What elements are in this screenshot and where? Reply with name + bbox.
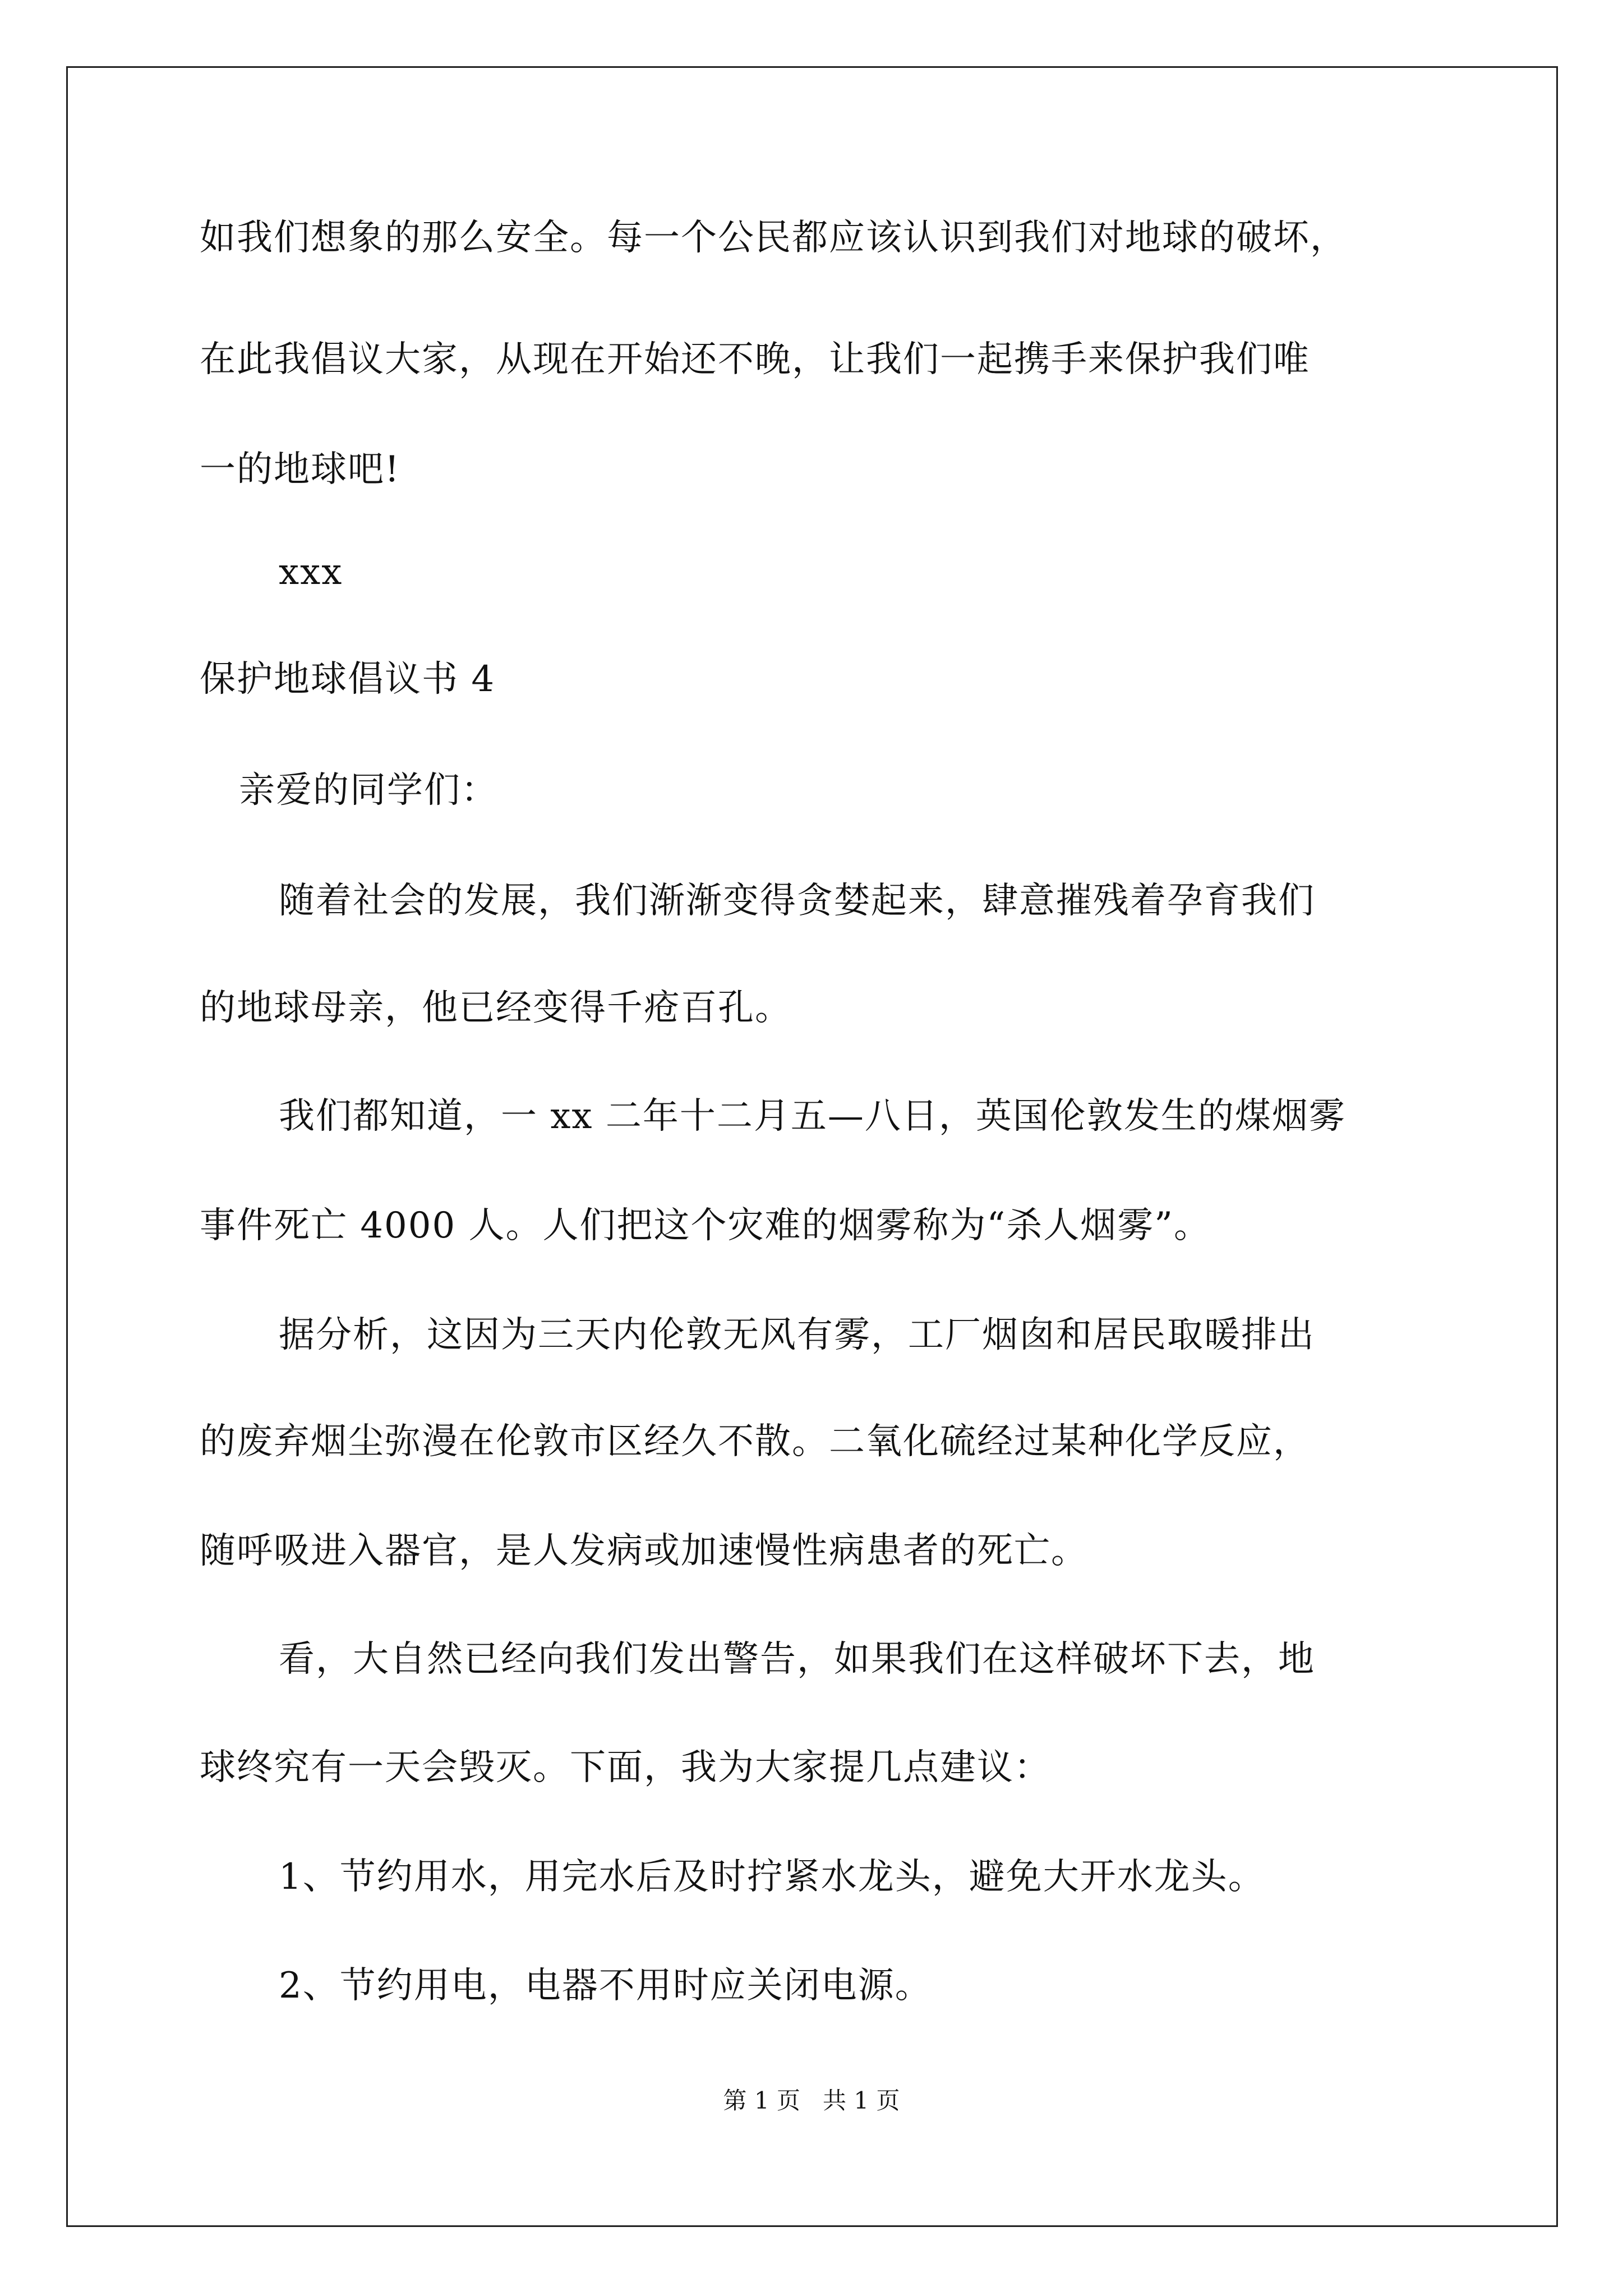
page-number: 第 1 页 共 1 页 [723, 2087, 900, 2114]
body-line: 如我们想象的那么安全。每一个公民都应该认识到我们对地球的破坏， [200, 217, 1347, 259]
salutation: 亲爱的同学们： [239, 770, 498, 811]
body-line: 我们都知道，一 xx 二年十二月五—八日，英国伦敦发生的煤烟雾 [279, 1096, 1346, 1137]
body-line: 随着社会的发展，我们渐渐变得贪婪起来，肆意摧残着孕育我们 [279, 880, 1315, 922]
body-line: 看，大自然已经向我们发出警告，如果我们在这样破坏下去，地 [279, 1639, 1315, 1680]
body-line: 据分析，这因为三天内伦敦无风有雾，工厂烟囱和居民取暖排出 [279, 1314, 1315, 1356]
list-item: 2、节约用电，电器不用时应关闭电源。 [279, 1965, 932, 2007]
section-heading: 保护地球倡议书 4 [200, 659, 496, 700]
page-border [66, 66, 1558, 2227]
signature: xxx [279, 551, 343, 593]
body-line: 一的地球吧! [200, 449, 400, 490]
body-line: 的地球母亲，他已经变得千疮百孔。 [200, 987, 792, 1029]
list-item: 1、节约用水，用完水后及时拧紧水龙头，避免大开水龙头。 [279, 1856, 1265, 1898]
body-line: 事件死亡 4000 人。人们把这个灾难的烟雾称为“杀人烟雾”。 [200, 1205, 1211, 1246]
body-line: 随呼吸进入器官，是人发病或加速慢性病患者的死亡。 [200, 1530, 1088, 1572]
body-line: 的废弃烟尘弥漫在伦敦市区经久不散。二氧化硫经过某种化学反应， [200, 1421, 1310, 1462]
body-line: 在此我倡议大家，从现在开始还不晚，让我们一起携手来保护我们唯 [200, 339, 1310, 380]
body-line: 球终究有一天会毁灭。下面，我为大家提几点建议： [200, 1747, 1051, 1788]
